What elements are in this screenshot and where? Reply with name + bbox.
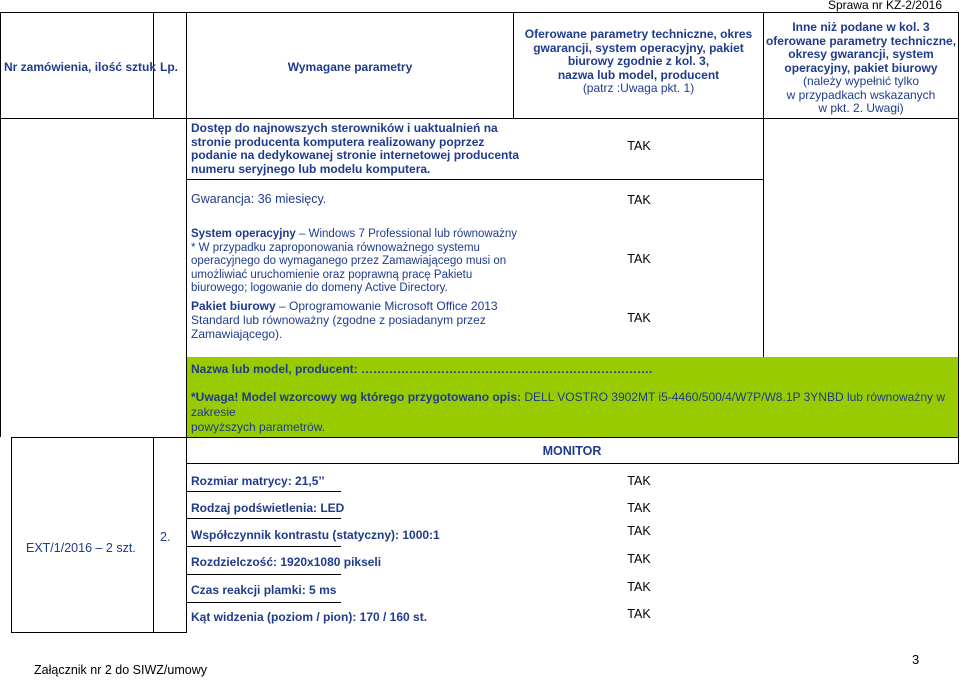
office-tak: TAK bbox=[627, 311, 651, 325]
spec-resolution-tak: TAK bbox=[627, 552, 651, 566]
model-note-model: DELL VOSTRO 3902MT i5-4460/500/4/W7P/W8.1P 3YNBD lub równoważny w zakresie bbox=[191, 390, 946, 419]
monitor-row-line bbox=[186, 602, 341, 603]
monitor-row-line bbox=[186, 491, 341, 492]
os-line: umożliwiać uruchomienie oraz poprawną pracę Pakietu bbox=[191, 268, 473, 281]
os-line: biurowego; logowanie do domeny Active Directory. bbox=[191, 282, 448, 294]
monitor-row-line bbox=[186, 574, 341, 575]
drivers-line: podanie na dedykowanej stronie internetowej producenta bbox=[191, 148, 520, 162]
spec-matrix-size-tak: TAK bbox=[627, 474, 651, 488]
row-divider-drivers bbox=[186, 179, 764, 180]
table-border-left bbox=[0, 12, 1, 437]
monitor-border-left bbox=[11, 437, 12, 632]
monitor-title-bottom bbox=[186, 463, 959, 464]
model-name-label: Nazwa lub model, producent: ………………………………………………………………. bbox=[191, 362, 653, 376]
spec-contrast: Współczynnik kontrastu (statyczny): 1000:1 bbox=[191, 528, 440, 542]
table-border-top bbox=[0, 12, 959, 13]
os-line: operacyjnego do wymaganego przez Zamawiającego musi on bbox=[191, 255, 507, 267]
monitor-row-line bbox=[186, 546, 341, 547]
monitor-section-title: MONITOR bbox=[542, 444, 602, 458]
header-other-line: w przypadkach wskazanych bbox=[786, 87, 936, 102]
header-offered-line: gwarancji, system operacyjny, pakiet bbox=[533, 40, 744, 55]
header-other-line: operacyjny, pakiet biurowy bbox=[784, 60, 938, 75]
monitor-border-right bbox=[958, 437, 959, 463]
header-offered-params bbox=[514, 28, 763, 96]
header-order-qty: Nr zamówienia, ilość sztuk bbox=[4, 60, 157, 74]
spec-viewing-angle: Kąt widzenia (poziom / pion): 170 / 160 st. bbox=[191, 610, 428, 624]
office-line: Zamawiającego). bbox=[191, 327, 283, 341]
header-lp: Lp. bbox=[160, 60, 178, 74]
office-line bbox=[191, 299, 498, 313]
model-note-line: powyższych parametrów. bbox=[191, 420, 326, 434]
model-note bbox=[191, 390, 956, 435]
monitor-row-line bbox=[186, 518, 341, 519]
model-note-line bbox=[191, 390, 956, 420]
drivers-requirement bbox=[191, 122, 519, 176]
warranty-requirement: Gwarancja: 36 miesięcy. bbox=[191, 192, 327, 206]
header-offered-line: Oferowane parametry techniczne, okres bbox=[524, 27, 753, 41]
office-line: Standard lub równoważny (zgodne z posiadanym przez bbox=[191, 313, 486, 327]
office-requirement bbox=[191, 299, 498, 341]
spec-viewing-angle-tak: TAK bbox=[627, 607, 651, 621]
os-title: System operacyjny bbox=[191, 228, 296, 240]
header-row-bottom bbox=[0, 118, 959, 119]
spec-resolution: Rozdzielczość: 1920x1080 pikseli bbox=[191, 555, 382, 569]
monitor-col-divider-1 bbox=[153, 437, 154, 632]
header-offered-line: biurowy zgodnie z kol. 3, bbox=[567, 54, 710, 68]
header-offered-line: (patrz :Uwaga pkt. 1) bbox=[582, 81, 695, 95]
drivers-line: Dostęp do najnowszych sterowników i uaktualnień na bbox=[191, 121, 498, 135]
spec-matrix-size: Rozmiar matrycy: 21,5’’ bbox=[191, 474, 325, 488]
os-tak: TAK bbox=[627, 252, 651, 266]
os-line: * W przypadku zaproponowania równoważnego systemu bbox=[191, 241, 480, 254]
header-other-line: okresy gwarancji, system bbox=[788, 47, 934, 61]
monitor-order: EXT/1/2016 – 2 szt. bbox=[26, 541, 136, 555]
spec-response-time-tak: TAK bbox=[627, 580, 651, 594]
spec-backlight: Rodzaj podświetlenia: LED bbox=[191, 501, 345, 515]
header-other-line: (należy wypełnić tylko bbox=[802, 74, 920, 88]
os-line bbox=[191, 228, 517, 242]
warranty-tak: TAK bbox=[627, 193, 651, 207]
header-other-params bbox=[764, 21, 958, 116]
monitor-lp: 2. bbox=[160, 530, 171, 544]
footer-attachment: Załącznik nr 2 do SIWZ/umowy bbox=[34, 663, 207, 677]
header-required-params: Wymagane parametry bbox=[287, 60, 413, 74]
page-number: 3 bbox=[912, 652, 920, 667]
os-line-rest: – Windows 7 Professional lub równoważny bbox=[295, 228, 518, 240]
header-other-line: Inne niż podane w kol. 3 bbox=[792, 20, 930, 34]
os-requirement bbox=[191, 228, 517, 296]
header-offered-line: nazwa lub model, producent bbox=[557, 67, 720, 82]
monitor-border-bottom bbox=[11, 632, 187, 633]
header-other-line: oferowane parametry techniczne, bbox=[765, 33, 957, 48]
model-note-bold: *Uwaga! Model wzorcowy wg którego przygotowano opis: bbox=[191, 390, 522, 404]
office-line-rest: – Oprogramowanie Microsoft Office 2013 bbox=[275, 299, 498, 313]
drivers-tak: TAK bbox=[627, 139, 651, 153]
case-reference: Sprawa nr KZ-2/2016 bbox=[827, 0, 942, 12]
header-other-line: w pkt. 2. Uwagi) bbox=[818, 101, 904, 115]
drivers-line: numeru seryjnego lub modelu komputera. bbox=[191, 161, 431, 176]
table-border-right bbox=[958, 12, 959, 437]
spec-response-time: Czas reakcji plamki: 5 ms bbox=[191, 583, 337, 597]
office-title: Pakiet biurowy bbox=[191, 299, 276, 313]
drivers-line: stronie producenta komputera realizowany poprzez bbox=[191, 134, 485, 149]
spec-backlight-tak: TAK bbox=[627, 501, 651, 515]
spec-contrast-tak: TAK bbox=[627, 524, 651, 538]
